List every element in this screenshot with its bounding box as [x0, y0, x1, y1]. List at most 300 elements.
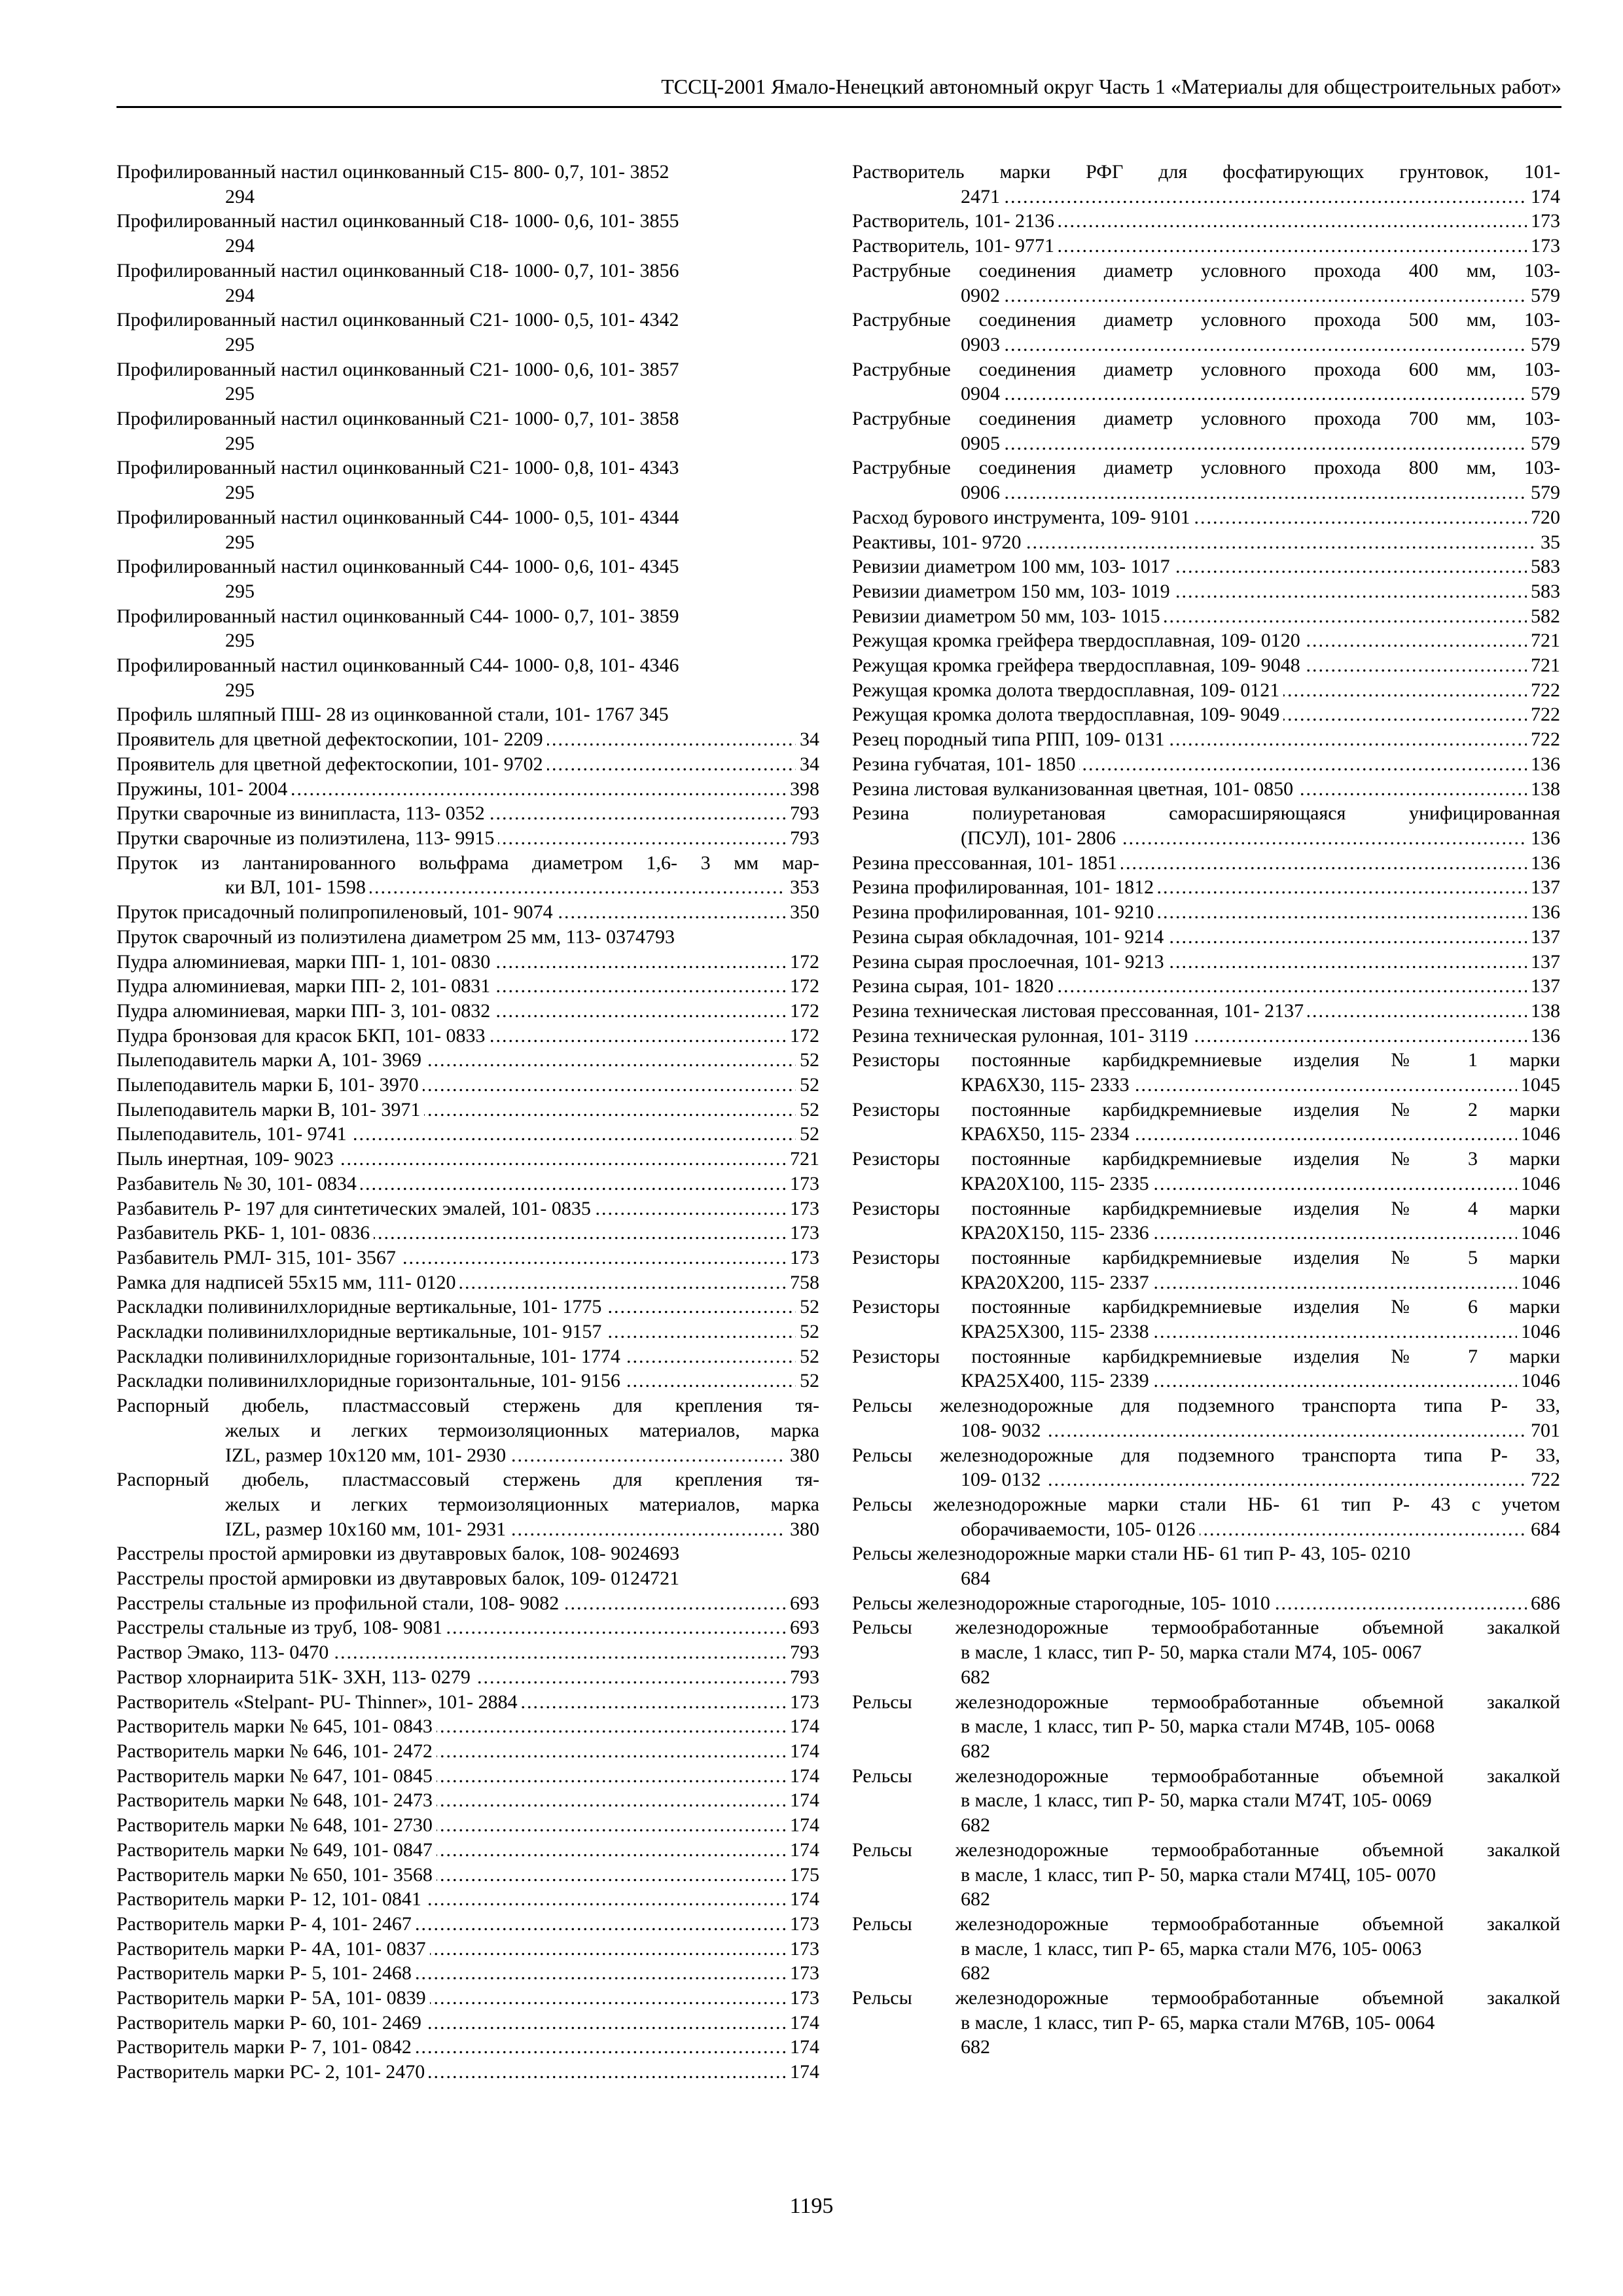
entry-text: Пылеподавитель марки А, 101- 3969: [116, 1049, 425, 1071]
entry-line-with-leader: [961, 431, 1560, 456]
entry-line-with-leader: [961, 185, 1560, 209]
index-entry: [852, 357, 1560, 406]
entry-page-number: 174: [786, 2011, 819, 2036]
entry-text: Растворитель, 101- 2136: [852, 210, 1058, 232]
index-entry: [116, 1270, 819, 1295]
entry-line-with-leader: [961, 1517, 1560, 1542]
entry-page-number: 295: [225, 630, 255, 652]
index-entry: [116, 406, 819, 456]
entry-page-number: 295: [225, 531, 255, 553]
entry-page-number: 52: [796, 1048, 819, 1073]
entry-page-number: 1046: [1517, 1319, 1560, 1344]
entry-page-number: 52: [796, 1344, 819, 1369]
entry-line-with-leader: [961, 1467, 1560, 1492]
entry-text: Растворитель марки Р- 4А, 101- 0837: [116, 1938, 430, 1960]
entry-text: Растворитель марки Р- 60, 101- 2469: [116, 2012, 425, 2034]
entry-text: Растворитель марки РФГ для фосфатирующих грунтовок, 101-: [852, 161, 1560, 183]
entry-page-number: 721: [786, 1147, 819, 1172]
index-entry: [852, 505, 1560, 530]
entry-text-continued: КРА20Х200, 115- 2337: [961, 1272, 1153, 1293]
entry-page-number: 1046: [1517, 1270, 1560, 1295]
entry-page-number: 1046: [1517, 1221, 1560, 1246]
entry-text: Пудра алюминиевая, марки ПП- 3, 101- 0832: [116, 1000, 494, 1022]
index-entry: [852, 1393, 1560, 1443]
entry-text: Резисторы постоянные карбидкремниевые изделия № 7 марки: [852, 1345, 1560, 1367]
entry-text: Пыль инертная, 109- 9023: [116, 1148, 338, 1170]
index-entry: [852, 628, 1560, 653]
entry-text: Растворитель марки № 646, 101- 2472: [116, 1740, 437, 1762]
entry-line-with-leader: [961, 1369, 1560, 1393]
entry-text-continued: КРА25Х400, 115- 2339: [961, 1370, 1153, 1391]
entry-text: Рельсы железнодорожные термообработанные объемной закалкой: [852, 1691, 1560, 1713]
index-entry: [852, 1764, 1560, 1838]
index-entry: [116, 1714, 819, 1739]
entry-text: Профилированный настил оцинкованный С21- 1000- 0,5, 101- 4342: [116, 309, 679, 331]
entry-page-number: 582: [1527, 604, 1560, 629]
index-entry: [116, 1098, 819, 1122]
entry-text-continued: IZL, размер 10х120 мм, 101- 2930: [225, 1444, 510, 1466]
entry-text: Пудра алюминиевая, марки ПП- 1, 101- 0830: [116, 951, 494, 973]
entry-page-number: 173: [786, 1172, 819, 1196]
entry-text: Резисторы постоянные карбидкремниевые изделия № 1 марки: [852, 1049, 1560, 1071]
index-entry: [852, 160, 1560, 209]
entry-page-number: 137: [1527, 875, 1560, 900]
entry-page-number: 174: [786, 2060, 819, 2085]
entry-page-number: 174: [1527, 185, 1560, 209]
entry-page-number: 172: [786, 1024, 819, 1049]
entry-page-number: 722: [1527, 702, 1560, 727]
entry-page-number: 173: [1527, 209, 1560, 234]
entry-text: Резина сырая, 101- 1820: [852, 975, 1058, 997]
index-entry: [852, 727, 1560, 752]
index-entry: [116, 2011, 819, 2036]
entry-text-continued: IZL, размер 10х160 мм, 101- 2931: [225, 1518, 510, 1540]
index-entry: [852, 1196, 1560, 1246]
index-entry: [852, 259, 1560, 308]
entry-text: Пруток сварочный из полиэтилена диаметром 25 мм, 113- 0374793: [116, 925, 675, 948]
entry-page-number: 294: [225, 284, 255, 306]
index-entry: [852, 1443, 1560, 1492]
entry-text: Режущая кромка долота твердосплавная, 109- 9049: [852, 704, 1283, 725]
entry-page-number: 295: [225, 333, 255, 355]
entry-text-continued: оборачиваемости, 105- 0126: [961, 1518, 1200, 1540]
entry-page-number: 722: [1527, 678, 1560, 703]
entry-text-continued: 108- 9032: [961, 1420, 1045, 1441]
entry-text: Резина прессованная, 101- 1851: [852, 852, 1121, 874]
index-entry: [852, 1048, 1560, 1097]
running-header: ТССЦ-2001 Ямало-Ненецкий автономный округ Часть 1 «Материалы для общестроительных работ»: [116, 71, 1561, 108]
entry-text: Профилированный настил оцинкованный С15- 800- 0,7, 101- 3852: [116, 161, 669, 183]
entry-text: Резисторы постоянные карбидкремниевые изделия № 5 марки: [852, 1246, 1560, 1268]
entry-page-number: 172: [786, 950, 819, 975]
entry-page-number: 174: [786, 1788, 819, 1813]
index-entry: [116, 1615, 819, 1640]
index-entry: [852, 777, 1560, 802]
index-entry: [116, 1887, 819, 1912]
index-entry: [116, 160, 819, 209]
entry-page-number: 579: [1527, 431, 1560, 456]
index-entry: [852, 579, 1560, 604]
entry-text: Резец породный типа РПП, 109- 0131: [852, 728, 1168, 750]
entry-text-continued: ки ВЛ, 101- 1598: [225, 876, 370, 898]
entry-page-number: 173: [786, 1961, 819, 1986]
entry-page-number: 793: [786, 1665, 819, 1690]
entry-text: Расстрелы стальные из профильной стали, 108- 9082: [116, 1592, 563, 1614]
index-entry: [116, 1912, 819, 1937]
entry-line-with-leader: [225, 875, 819, 900]
index-entry: [116, 1764, 819, 1789]
entry-page-number: 682: [961, 1740, 990, 1762]
entry-text: Расстрелы простой армировки из двутавровых балок, 108- 9024693: [116, 1543, 680, 1565]
entry-text: Профилированный настил оцинкованный С44- 1000- 0,7, 101- 3859: [116, 605, 679, 627]
index-entry: [116, 1122, 819, 1147]
entry-page-number: 174: [786, 2035, 819, 2060]
entry-text: Резисторы постоянные карбидкремниевые изделия № 2 марки: [852, 1098, 1560, 1121]
entry-text-continued: КРА6Х50, 115- 2334: [961, 1123, 1133, 1145]
entry-text: Пруток из лантанированного вольфрама диаметром 1,6- 3 мм мар-: [116, 852, 819, 874]
entry-text: Растворитель марки № 648, 101- 2473: [116, 1789, 437, 1811]
index-entry: [116, 1838, 819, 1863]
entry-text: Растворитель марки № 648, 101- 2730: [116, 1814, 437, 1836]
entry-text: Пудра алюминиевая, марки ПП- 2, 101- 0831: [116, 975, 494, 997]
entry-page-number: 579: [1527, 382, 1560, 406]
entry-page-number: 793: [786, 826, 819, 851]
entry-page-number: 52: [796, 1369, 819, 1393]
entry-page-number: 173: [786, 1912, 819, 1937]
entry-line-with-leader: [961, 283, 1560, 308]
index-entry: [116, 1295, 819, 1319]
entry-text: Растворитель марки Р- 5, 101- 2468: [116, 1962, 416, 1984]
entry-line-with-leader: [961, 1418, 1560, 1443]
page-number: 1195: [789, 2194, 834, 2218]
entry-line-with-leader: [961, 1319, 1560, 1344]
entry-text: Растворитель марки Р- 12, 101- 0841: [116, 1888, 425, 1910]
entry-page-number: 173: [1527, 234, 1560, 259]
entry-text: Прутки сварочные из винипласта, 113- 0352: [116, 802, 489, 824]
entry-page-number: 295: [225, 679, 255, 701]
entry-text-continued: 0906: [961, 482, 1004, 503]
entry-page-number: 137: [1527, 925, 1560, 950]
index-entry: [852, 752, 1560, 777]
entry-page-number: 52: [796, 1295, 819, 1319]
index-entry: [116, 1319, 819, 1344]
entry-text-continued: 109- 0132: [961, 1469, 1045, 1490]
entry-page-number: 174: [786, 1764, 819, 1789]
entry-text: Разбавитель № 30, 101- 0834: [116, 1173, 361, 1194]
index-entry: [116, 1172, 819, 1196]
entry-text: Распорный дюбель, пластмассовый стержень для крепления тя-: [116, 1469, 819, 1491]
entry-text-continued: 0902: [961, 285, 1004, 306]
entry-page-number: 1045: [1517, 1073, 1560, 1098]
index-entry: [116, 801, 819, 826]
entry-page-number: 172: [786, 999, 819, 1024]
entry-page-number: 174: [786, 1714, 819, 1739]
index-entry: [116, 456, 819, 505]
entry-text: Режущая кромка долота твердосплавная, 109- 0121: [852, 679, 1283, 701]
entry-page-number: 294: [225, 235, 255, 257]
entry-text: Раструбные соединения диаметр условного прохода 400 мм, 103-: [852, 259, 1560, 281]
entry-text: Раструбные соединения диаметр условного прохода 700 мм, 103-: [852, 408, 1560, 430]
index-entry: [852, 1246, 1560, 1295]
index-entry: [116, 1813, 819, 1838]
entry-page-number: 295: [225, 383, 255, 405]
entry-text: Профилированный настил оцинкованный С21- 1000- 0,7, 101- 3858: [116, 408, 679, 430]
entry-text-continued: КРА6Х30, 115- 2333: [961, 1074, 1133, 1096]
index-entry: [116, 1221, 819, 1246]
entry-text-continued: КРА20Х150, 115- 2336: [961, 1222, 1153, 1244]
index-entry: [116, 1739, 819, 1764]
entry-page-number: 353: [786, 875, 819, 900]
entry-page-number: 35: [1537, 530, 1560, 555]
entry-page-number: 684: [1527, 1517, 1560, 1542]
entry-text-continued: в масле, 1 класс, тип Р- 50, марка стали М74В, 105- 0068: [961, 1715, 1435, 1738]
entry-text: Проявитель для цветной дефектоскопии, 101- 9702: [116, 753, 547, 775]
entry-text: Резина полиуретановая саморасширяющаяся унифицированная: [852, 802, 1560, 825]
index-entry: [116, 1788, 819, 1813]
index-entry: [116, 1369, 819, 1393]
entry-text-continued: 0904: [961, 383, 1004, 404]
entry-page-number: 52: [796, 1073, 819, 1098]
entry-text: Ревизии диаметром 100 мм, 103- 1017: [852, 556, 1174, 577]
index-entry: [116, 505, 819, 554]
entry-text-continued: 2471: [961, 186, 1004, 207]
index-entry: [116, 1937, 819, 1962]
entry-page-number: 682: [961, 1666, 990, 1688]
entry-text: Пруток присадочный полипропиленовый, 101- 9074: [116, 901, 557, 923]
index-entry: [852, 1838, 1560, 1912]
entry-line-with-leader: [961, 382, 1560, 406]
entry-text: Разбавитель РКБ- 1, 101- 0836: [116, 1222, 374, 1244]
index-entry: [852, 801, 1560, 850]
entry-text: Разбавитель Р- 197 для синтетических эмалей, 101- 0835: [116, 1198, 595, 1219]
entry-text: Резисторы постоянные карбидкремниевые изделия № 4 марки: [852, 1197, 1560, 1219]
entry-page-number: 294: [225, 185, 255, 207]
index-entry: [852, 1024, 1560, 1049]
index-entry: [852, 1295, 1560, 1344]
entry-text: Резина профилированная, 101- 9210: [852, 901, 1158, 923]
index-entry: [116, 925, 819, 950]
index-entry: [116, 2060, 819, 2085]
entry-line-with-leader: [961, 1221, 1560, 1246]
index-entry: [116, 1541, 819, 1566]
entry-page-number: 137: [1527, 950, 1560, 975]
entry-text: Резисторы постоянные карбидкремниевые изделия № 3 марки: [852, 1148, 1560, 1170]
entry-page-number: 174: [786, 1739, 819, 1764]
entry-page-number: 173: [786, 1690, 819, 1715]
index-entry: [852, 1147, 1560, 1196]
entry-text: Пылеподавитель, 101- 9741: [116, 1123, 351, 1145]
index-entry: [852, 1541, 1560, 1590]
entry-text: Раскладки поливинилхлоридные вертикальные, 101- 9157: [116, 1321, 605, 1342]
entry-page-number: 174: [786, 1838, 819, 1863]
index-entry: [116, 357, 819, 406]
entry-page-number: 175: [786, 1863, 819, 1888]
index-entry: [116, 1467, 819, 1541]
entry-text: Резина профилированная, 101- 1812: [852, 876, 1158, 898]
index-entry: [116, 209, 819, 258]
index-entry: [116, 974, 819, 999]
entry-text: Профилированный настил оцинкованный С18- 1000- 0,6, 101- 3855: [116, 210, 679, 232]
entry-page-number: 722: [1527, 727, 1560, 752]
entry-line-with-leader: [225, 1443, 819, 1468]
entry-line-with-leader: [961, 826, 1560, 851]
index-entry: [852, 554, 1560, 579]
entry-text: Прутки сварочные из полиэтилена, 113- 9915: [116, 827, 498, 849]
entry-page-number: 138: [1527, 999, 1560, 1024]
entry-page-number: 579: [1527, 332, 1560, 357]
entry-line-with-leader: [961, 332, 1560, 357]
index-entry: [116, 1246, 819, 1270]
entry-page-number: 682: [961, 1814, 990, 1837]
entry-text: Ревизии диаметром 50 мм, 103- 1015: [852, 605, 1164, 627]
entry-text: Разбавитель РМЛ- 315, 101- 3567: [116, 1247, 400, 1268]
index-entry: [116, 777, 819, 802]
entry-text: Растворитель марки № 650, 101- 3568: [116, 1864, 437, 1886]
index-entry: [852, 308, 1560, 357]
entry-text-continued: 0903: [961, 334, 1004, 355]
entry-page-number: 579: [1527, 480, 1560, 505]
entry-page-number: 173: [786, 1986, 819, 2011]
index-entry: [852, 950, 1560, 975]
index-entry: [116, 1073, 819, 1098]
index-entry: [116, 1640, 819, 1665]
entry-page-number: 52: [796, 1098, 819, 1122]
index-entry: [852, 209, 1560, 234]
entry-text: Резисторы постоянные карбидкремниевые изделия № 6 марки: [852, 1296, 1560, 1318]
entry-page-number: 136: [1527, 752, 1560, 777]
entry-text: Проявитель для цветной дефектоскопии, 101- 2209: [116, 728, 547, 750]
index-entry: [852, 974, 1560, 999]
entry-text: Режущая кромка грейфера твердосплавная, 109- 9048: [852, 655, 1304, 676]
entry-page-number: 380: [786, 1517, 819, 1542]
index-entry: [852, 1986, 1560, 2060]
entry-text: Резина техническая рулонная, 101- 3119: [852, 1025, 1192, 1047]
index-entry: [116, 702, 819, 727]
entry-page-number: 137: [1527, 974, 1560, 999]
entry-text: Профилированный настил оцинкованный С44- 1000- 0,6, 101- 4345: [116, 556, 679, 578]
entry-text: Рельсы железнодорожные термообработанные объемной закалкой: [852, 1839, 1560, 1861]
entry-text: Пружины, 101- 2004: [116, 778, 291, 800]
entry-text: Раструбные соединения диаметр условного прохода 500 мм, 103-: [852, 309, 1560, 331]
entry-text: Растворитель марки № 649, 101- 0847: [116, 1839, 437, 1861]
entry-page-number: 701: [1527, 1418, 1560, 1443]
entry-text-continued: 0905: [961, 433, 1004, 454]
entry-page-number: 136: [1527, 826, 1560, 851]
entry-text-continued: КРА25Х300, 115- 2338: [961, 1321, 1153, 1342]
index-entry: [116, 1147, 819, 1172]
entry-text: Резина техническая листовая прессованная, 101- 2137: [852, 1000, 1308, 1022]
entry-text: Раствор хлорнаирита 51К- 3ХН, 113- 0279: [116, 1666, 474, 1688]
entry-text: Профилированный настил оцинкованный С44- 1000- 0,8, 101- 4346: [116, 655, 679, 677]
entry-text: Рельсы железнодорожные марки стали НБ- 61 тип Р- 43, 105- 0210: [852, 1543, 1411, 1565]
index-entry: [852, 604, 1560, 629]
entry-page-number: 173: [786, 1937, 819, 1962]
entry-text: Раствор Эмако, 113- 0470: [116, 1641, 332, 1663]
entry-page-number: 693: [786, 1615, 819, 1640]
index-entry: [852, 1690, 1560, 1764]
entry-text: Рельсы железнодорожные старогодные, 105- 1010: [852, 1592, 1274, 1614]
entry-line-with-leader: [961, 480, 1560, 505]
entry-text: Режущая кромка грейфера твердосплавная, 109- 0120: [852, 630, 1304, 651]
entry-page-number: 174: [786, 1813, 819, 1838]
entry-page-number: 174: [786, 1887, 819, 1912]
entry-page-number: 793: [786, 801, 819, 826]
index-entry: [116, 851, 819, 900]
entry-text: Профиль шляпный ПШ- 28 из оцинкованной стали, 101- 1767 345: [116, 704, 669, 726]
entry-page-number: 720: [1527, 505, 1560, 530]
index-entry: [852, 875, 1560, 900]
entry-page-number: 583: [1527, 579, 1560, 604]
entry-page-number: 686: [1527, 1591, 1560, 1616]
index-entry: [116, 653, 819, 702]
entry-page-number: 34: [796, 727, 819, 752]
entry-text-continued: в масле, 1 класс, тип Р- 50, марка стали М74Т, 105- 0069: [961, 1789, 1432, 1812]
index-entry: [116, 1024, 819, 1049]
entry-page-number: 1046: [1517, 1172, 1560, 1196]
entry-text: Резина сырая прослоечная, 101- 9213: [852, 951, 1168, 973]
entry-text: Рамка для надписей 55x15 мм, 111- 0120: [116, 1272, 459, 1293]
index-entry: [852, 900, 1560, 925]
entry-page-number: 793: [786, 1640, 819, 1665]
index-entry: [116, 1863, 819, 1888]
entry-line-with-leader: [961, 1172, 1560, 1196]
entry-text: Расстрелы стальные из труб, 108- 9081: [116, 1617, 446, 1638]
entry-page-number: 758: [786, 1270, 819, 1295]
entry-line-with-leader: [225, 1517, 819, 1542]
entry-text: Раскладки поливинилхлоридные вертикальные, 101- 1775: [116, 1296, 605, 1318]
entry-page-number: 721: [1527, 653, 1560, 678]
index-entry: [116, 727, 819, 752]
entry-text-continued: в масле, 1 класс, тип Р- 50, марка стали М74Ц, 105- 0070: [961, 1863, 1436, 1886]
entry-page-number: 721: [1527, 628, 1560, 653]
entry-page-number: 684: [961, 1568, 990, 1590]
index-entry: [116, 1344, 819, 1369]
entry-line-with-leader: [961, 1122, 1560, 1147]
entry-text: Профилированный настил оцинкованный С21- 1000- 0,6, 101- 3857: [116, 358, 679, 380]
entry-text: Рельсы железнодорожные термообработанные объемной закалкой: [852, 1912, 1560, 1935]
entry-page-number: 350: [786, 900, 819, 925]
entry-line-with-leader: [961, 1073, 1560, 1098]
index-entry: [116, 1986, 819, 2011]
entry-text: Рельсы железнодорожные для подземного транспорта типа Р- 33,: [852, 1395, 1560, 1417]
entry-text: Расход бурового инструмента, 109- 9101: [852, 507, 1194, 528]
entry-text: Растворитель марки Р- 5А, 101- 0839: [116, 1987, 430, 2009]
entry-page-number: 682: [961, 2036, 990, 2058]
index-entry: [852, 653, 1560, 678]
entry-text: Профилированный настил оцинкованный С44- 1000- 0,5, 101- 4344: [116, 506, 679, 528]
entry-text: Растворитель марки Р- 7, 101- 0842: [116, 2036, 416, 2058]
entry-page-number: 172: [786, 974, 819, 999]
entry-text: Раструбные соединения диаметр условного прохода 600 мм, 103-: [852, 358, 1560, 380]
entry-text: Резина губчатая, 101- 1850: [852, 753, 1079, 775]
entry-text: Рельсы железнодорожные марки стали НБ- 61 тип Р- 43 с учетом: [852, 1493, 1560, 1515]
entry-text: Реактивы, 101- 9720: [852, 531, 1025, 553]
index-column-right: [852, 160, 1560, 2060]
index-entry: [116, 2035, 819, 2060]
entry-text-continued: желых и легких термоизоляционных материалов, марка: [225, 1419, 819, 1441]
index-entry: [852, 1098, 1560, 1147]
entry-text-continued: (ПСУЛ), 101- 2806: [961, 827, 1120, 849]
entry-page-number: 579: [1527, 283, 1560, 308]
index-entry: [116, 752, 819, 777]
index-entry: [116, 259, 819, 308]
entry-page-number: 52: [796, 1319, 819, 1344]
index-entry: [852, 530, 1560, 555]
index-entry: [852, 678, 1560, 703]
entry-text: Рельсы железнодорожные термообработанные объемной закалкой: [852, 1617, 1560, 1639]
entry-page-number: 173: [786, 1246, 819, 1270]
index-entry: [116, 1690, 819, 1715]
